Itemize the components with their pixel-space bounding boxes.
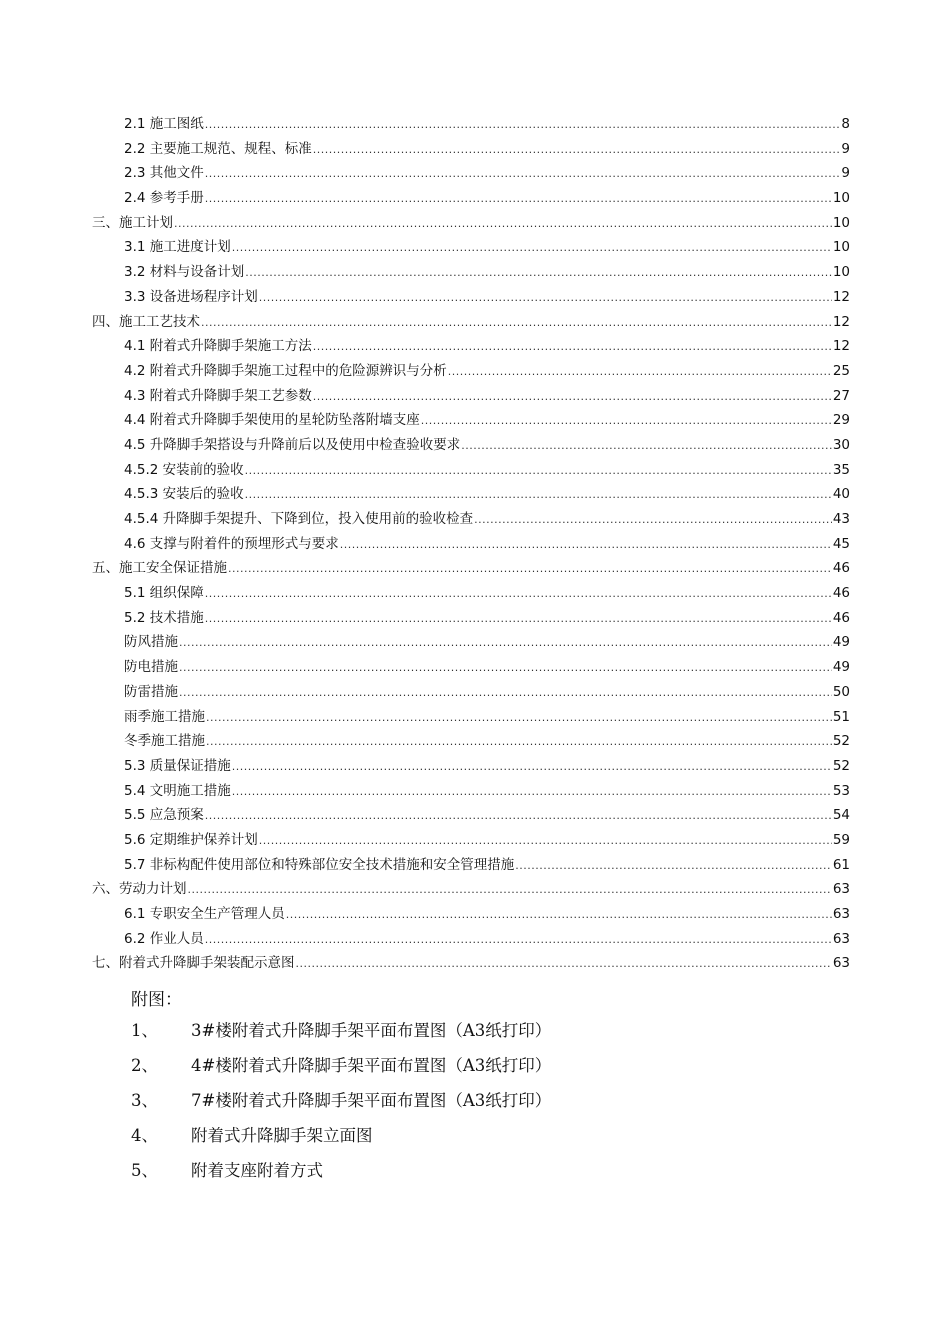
toc-entry-title: 4.5.2 安装前的验收 [124, 461, 244, 478]
toc-leader-dots [205, 804, 832, 829]
toc-entry[interactable] [92, 482, 850, 507]
toc-leader-dots [232, 755, 832, 780]
toc-leader-dots [188, 878, 832, 903]
toc-leader-dots [232, 236, 832, 261]
toc-entry-title: 3.3 设备进场程序计划 [124, 288, 258, 305]
toc-page-number: 49 [832, 659, 850, 676]
toc-page-number: 27 [832, 387, 850, 404]
toc-entry[interactable] [92, 137, 850, 162]
toc-entry[interactable] [92, 803, 850, 828]
toc-leader-dots [461, 434, 832, 459]
toc-entry[interactable] [92, 853, 850, 878]
toc-leader-dots [174, 212, 832, 237]
toc-entry[interactable] [92, 556, 850, 581]
toc-entry-title: 2.4 参考手册 [124, 190, 204, 207]
toc-entry-title: 四、施工工艺技术 [92, 313, 200, 330]
toc-entry-title: 4.5.3 安装后的验收 [124, 486, 244, 503]
toc-entry[interactable] [92, 927, 850, 952]
appendix-item-number: 2、 [131, 1056, 158, 1075]
toc-page-number: 29 [832, 412, 850, 429]
toc-leader-dots [179, 631, 832, 656]
toc-leader-dots [259, 829, 832, 854]
toc-entry-title: 4.4 附着式升降脚手架使用的星轮防坠落附墙支座 [124, 412, 420, 429]
appendix-item [131, 1017, 831, 1052]
appendix-item [131, 1052, 831, 1087]
toc-entry[interactable] [92, 606, 850, 631]
appendix-item-text: 附着式升降脚手架立面图 [191, 1126, 373, 1145]
toc-leader-dots [245, 459, 832, 484]
toc-page-number: 46 [832, 585, 850, 602]
toc-entry-title: 5.7 非标构配件使用部位和特殊部位安全技术措施和安全管理措施 [124, 856, 515, 873]
toc-leader-dots [206, 730, 832, 755]
appendix-item-number: 3、 [131, 1091, 158, 1110]
toc-entry-title: 5.2 技术措施 [124, 609, 204, 626]
toc-leader-dots [448, 360, 832, 385]
toc-leader-dots [286, 903, 832, 928]
toc-entry[interactable] [92, 112, 850, 137]
toc-leader-dots [296, 952, 832, 977]
appendix-item-text: 3#楼附着式升降脚手架平面布置图（A3纸打印） [191, 1021, 552, 1040]
appendix-item-text: 4#楼附着式升降脚手架平面布置图（A3纸打印） [191, 1056, 552, 1075]
toc-page-number: 63 [832, 906, 850, 922]
toc-leader-dots [201, 311, 832, 336]
toc-leader-dots [205, 582, 832, 607]
toc-entry[interactable] [92, 186, 850, 211]
toc-page-number: 12 [832, 313, 850, 330]
toc-leader-dots [245, 483, 832, 508]
toc-entry-title: 5.6 定期维护保养计划 [124, 831, 258, 848]
toc-page-number: 63 [832, 930, 850, 947]
toc-entry-title: 2.2 主要施工规范、规程、标准 [124, 140, 312, 157]
toc-page-number: 12 [832, 288, 850, 305]
toc-entry-title: 6.1 专职安全生产管理人员 [124, 906, 285, 922]
toc-page-number: 43 [832, 511, 850, 527]
toc-page-number: 45 [832, 535, 850, 552]
toc-leader-dots [205, 607, 832, 632]
toc-page-number: 52 [832, 733, 850, 750]
toc-entry-title: 雨季施工措施 [124, 708, 205, 725]
toc-leader-dots [313, 385, 832, 410]
toc-entry[interactable] [92, 729, 850, 754]
toc-entry-title: 3.1 施工进度计划 [124, 239, 231, 256]
toc-entry-title: 六、劳动力计划 [92, 881, 187, 898]
appendix-item-text: 附着支座附着方式 [191, 1161, 323, 1180]
toc-entry[interactable] [92, 310, 850, 335]
appendix-item-text: 7#楼附着式升降脚手架平面布置图（A3纸打印） [191, 1091, 552, 1110]
toc-entry[interactable] [92, 260, 850, 285]
toc-leader-dots [205, 113, 841, 138]
toc-entry-title: 3.2 材料与设备计划 [124, 264, 245, 281]
toc-entry[interactable] [92, 630, 850, 655]
toc-page-number: 51 [832, 708, 850, 725]
toc-entry-title: 4.5.4 升降脚手架提升、下降到位，投入使用前的验收检查 [124, 511, 474, 527]
toc-leader-dots [179, 681, 832, 706]
toc-leader-dots [228, 557, 832, 582]
toc-page-number: 25 [832, 362, 850, 379]
toc-page-number: 50 [832, 683, 850, 700]
toc-entry[interactable] [92, 951, 850, 976]
appendix-list [131, 1017, 831, 1192]
toc-entry[interactable] [92, 828, 850, 853]
toc-page-number: 61 [832, 856, 850, 873]
toc-entry[interactable] [92, 285, 850, 310]
toc-page-number: 63 [832, 881, 850, 898]
toc-page-number: 9 [841, 165, 850, 182]
toc-page-number: 10 [832, 190, 850, 207]
toc-entry-title: 五、施工安全保证措施 [92, 560, 227, 577]
toc-entry[interactable] [92, 532, 850, 557]
toc-leader-dots [205, 928, 832, 953]
toc-page-number: 10 [832, 214, 850, 231]
toc-entry[interactable] [92, 655, 850, 680]
toc-leader-dots [205, 162, 841, 187]
toc-page-number: 30 [832, 436, 850, 453]
toc-entry-title: 4.5 升降脚手架搭设与升降前后以及使用中检查验收要求 [124, 436, 461, 453]
toc-entry[interactable] [92, 235, 850, 260]
toc-entry-title: 4.1 附着式升降脚手架施工方法 [124, 338, 312, 355]
toc-page-number: 35 [832, 461, 850, 478]
appendix-item [131, 1157, 831, 1192]
appendix-item [131, 1087, 831, 1122]
toc-leader-dots [515, 854, 832, 879]
toc-entry-title: 4.6 支撑与附着件的预埋形式与要求 [124, 535, 339, 552]
toc-page-number: 40 [832, 486, 850, 503]
toc-page-number: 12 [832, 338, 850, 355]
toc-page-number: 46 [832, 609, 850, 626]
toc-entry[interactable] [92, 211, 850, 236]
toc-entry[interactable] [92, 902, 850, 927]
toc-entry[interactable] [92, 754, 850, 779]
toc-leader-dots [245, 261, 832, 286]
toc-page-number: 52 [832, 757, 850, 774]
toc-entry-title: 6.2 作业人员 [124, 930, 204, 947]
toc-entry[interactable] [92, 581, 850, 606]
appendix-item-number: 4、 [131, 1126, 158, 1145]
appendix-title: 附图： [131, 990, 182, 1010]
toc-leader-dots [205, 187, 832, 212]
toc-entry[interactable] [92, 359, 850, 384]
toc-leader-dots [232, 780, 832, 805]
toc-entry-title: 5.3 质量保证措施 [124, 757, 231, 774]
toc-leader-dots [421, 409, 832, 434]
toc-leader-dots [340, 533, 832, 558]
toc-leader-dots [313, 335, 832, 360]
toc-entry[interactable] [92, 161, 850, 186]
toc-leader-dots [206, 706, 832, 731]
appendix-item-number: 5、 [131, 1161, 158, 1180]
toc-page-number: 10 [832, 264, 850, 281]
toc-page-number: 54 [832, 807, 850, 824]
toc-page-number: 63 [832, 955, 850, 972]
toc-entry[interactable] [92, 705, 850, 730]
toc-entry[interactable] [92, 384, 850, 409]
toc-page-number: 59 [832, 831, 850, 848]
toc-page-number: 49 [832, 634, 850, 651]
toc-entry-title: 5.5 应急预案 [124, 807, 204, 824]
toc-leader-dots [259, 286, 832, 311]
toc-entry[interactable] [92, 680, 850, 705]
toc-page-number: 9 [841, 140, 850, 157]
toc-entry-title: 2.3 其他文件 [124, 165, 204, 182]
toc-entry[interactable] [92, 779, 850, 804]
toc-entry-title: 4.2 附着式升降脚手架施工过程中的危险源辨识与分析 [124, 362, 447, 379]
toc-entry-title: 防电措施 [124, 659, 178, 676]
toc-leader-dots [179, 656, 832, 681]
toc-entry-title: 冬季施工措施 [124, 733, 205, 750]
toc-entry[interactable] [92, 334, 850, 359]
table-of-contents [92, 112, 850, 976]
appendix-item [131, 1122, 831, 1157]
toc-entry[interactable] [92, 408, 850, 433]
toc-entry[interactable] [92, 507, 850, 532]
toc-page-number: 53 [832, 782, 850, 799]
toc-page-number: 8 [841, 116, 850, 132]
toc-entry[interactable] [92, 877, 850, 902]
toc-page-number: 10 [832, 239, 850, 256]
toc-entry-title: 防雷措施 [124, 683, 178, 700]
toc-entry[interactable] [92, 458, 850, 483]
toc-entry-title: 5.1 组织保障 [124, 585, 204, 602]
toc-entry-title: 防风措施 [124, 634, 178, 651]
toc-entry-title: 2.1 施工图纸 [124, 116, 204, 132]
toc-entry-title: 七、附着式升降脚手架装配示意图 [92, 955, 295, 972]
toc-leader-dots [474, 508, 832, 533]
toc-page-number: 46 [832, 560, 850, 577]
toc-entry[interactable] [92, 433, 850, 458]
appendix-item-number: 1、 [131, 1021, 158, 1040]
toc-entry-title: 5.4 文明施工措施 [124, 782, 231, 799]
toc-entry-title: 三、施工计划 [92, 214, 173, 231]
toc-entry-title: 4.3 附着式升降脚手架工艺参数 [124, 387, 312, 404]
toc-leader-dots [313, 138, 841, 163]
